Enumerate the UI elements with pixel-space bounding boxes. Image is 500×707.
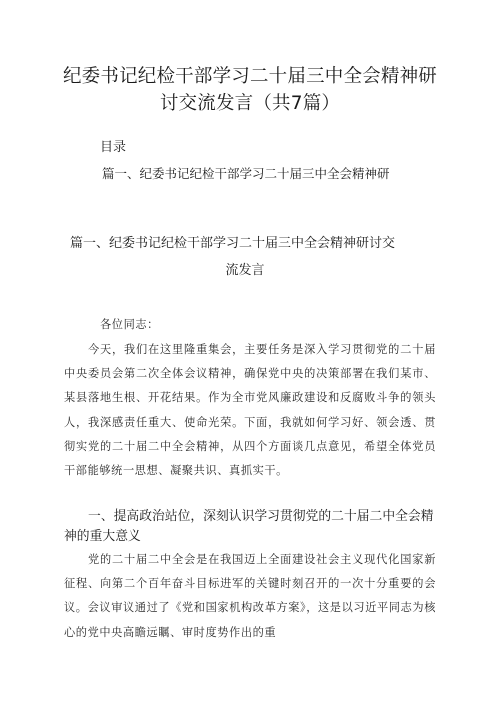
toc-item[interactable]: 篇一、纪委书记纪检干部学习二十届三中全会精神研 [102, 166, 390, 181]
toc-heading: 目录 [100, 140, 127, 155]
section-title-line1: 篇一、纪委书记纪检干部学习二十届三中全会精神研讨交 [70, 236, 396, 251]
section-heading: 一、提高政治站位，深刻认识学习贯彻党的二十届二中全会精神的重大意义 [64, 509, 434, 544]
document-title: 纪委书记纪检干部学习二十届三中全会精神研讨交流发言（共7篇） [62, 66, 437, 114]
paragraph: 党的二十届二中全会是在我国迈上全面建设社会主义现代化国家新征程、向第二个百年奋斗目标进军的关键时刻召开的一次十分重要的会议。会议审议通过了《党和国家机构改革方案》，这是以习近平同志为核心的党中央高瞻远瞩、审时度势作出的重 [64, 553, 436, 639]
salutation: 各位同志： [100, 318, 159, 331]
paragraph: 今天，我们在这里隆重集会，主要任务是深入学习贯彻党的二十届中央委员会第二次全体会议精神，确保党中央的决策部署在我们某市、某县落地生根、开花结果。作为全市党风廉政建设和反腐败斗争的领头人，我深感责任重大、使命光荣。下面，我就如何学习好、领会透、贯彻实党的二十届二中全会精神，从四个方面谈几点意见，希望全体党员干部能够统一思想、凝聚共识、真抓实干。 [64, 343, 436, 478]
section-title-line2: 流发言 [225, 263, 265, 278]
